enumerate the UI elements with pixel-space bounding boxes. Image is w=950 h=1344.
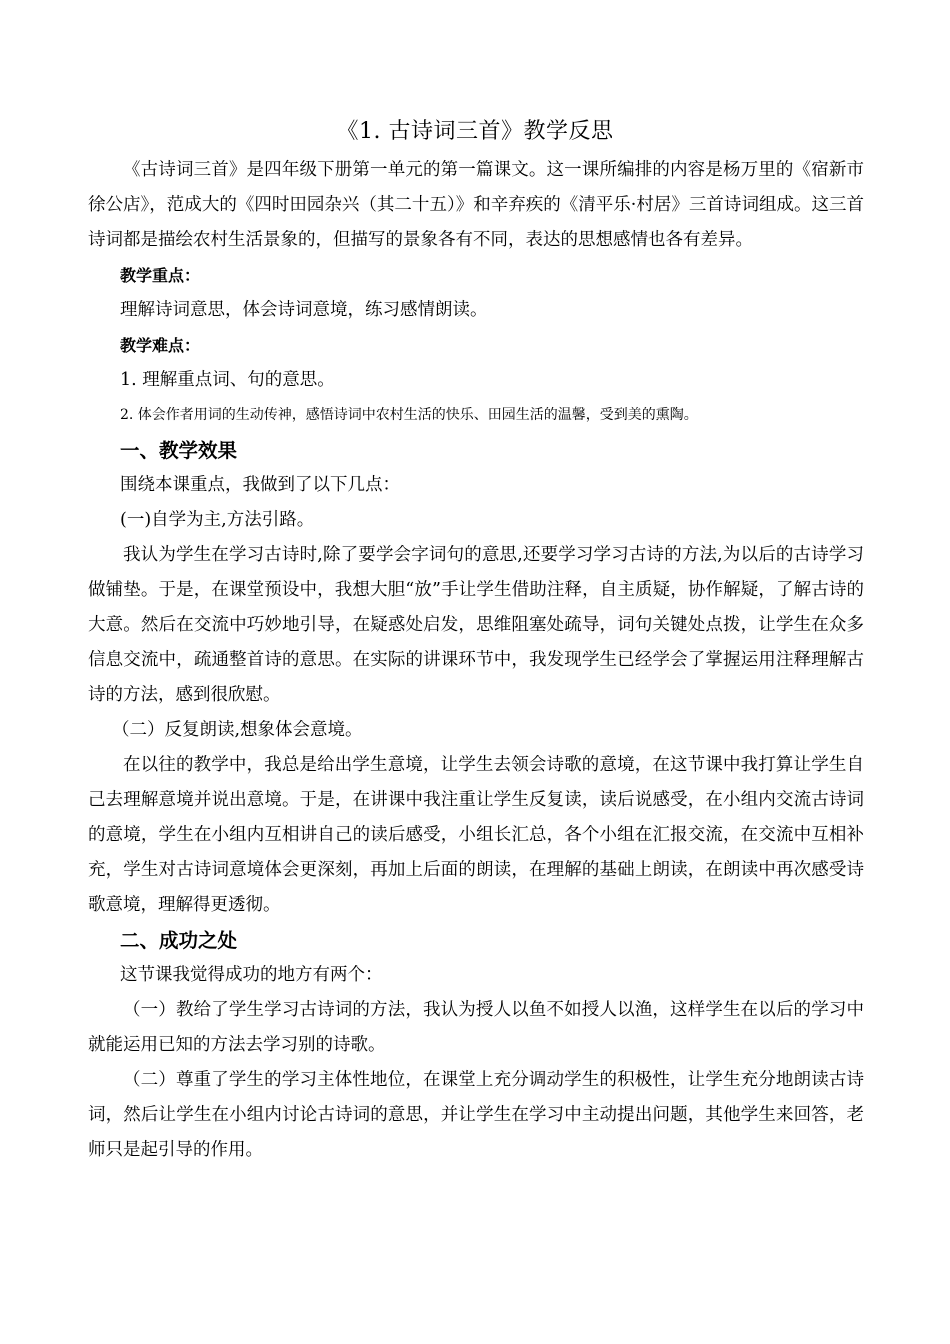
difficulties-label: 教学难点： xyxy=(120,336,201,355)
success-item-2: （二）尊重了学生的学习主体性地位，在课堂上充分调动学生的积极性，让学生充分地朗读古诗词，然后让学生在小组内讨论古诗词的意思，并让学生在学习中主动提出问题，其他学生来回答，老师只是起引导的作用。 xyxy=(88,1070,864,1160)
section-heading-successes: 二、成功之处 xyxy=(120,929,238,952)
subsection-title-reading: （二）反复朗读,想象体会意境。 xyxy=(112,720,363,740)
difficulty-item-1: 1. 理解重点词、句的意思。 xyxy=(120,370,335,390)
section-lead-successes: 这节课我觉得成功的地方有两个： xyxy=(120,965,383,985)
intro-paragraph: 《古诗词三首》是四年级下册第一单元的第一篇课文。这一课所编排的内容是杨万里的《宿新市徐公店》，范成大的《四时田园杂兴（其二十五）》和辛弃疾的《清平乐·村居》三首诗词组成。这三首诗词都是描绘农村生活景象的，但描写的景象各有不同，表达的思想感情也各有差异。 xyxy=(88,160,864,250)
section-heading-effects: 一、教学效果 xyxy=(120,439,238,462)
difficulty-item-2: 2. 体会作者用词的生动传神，感悟诗词中农村生活的快乐、田园生活的温馨，受到美的熏陶。 xyxy=(120,407,698,423)
success-item-1: （一）教给了学生学习古诗词的方法，我认为授人以鱼不如授人以渔，这样学生在以后的学习中就能运用已知的方法去学习别的诗歌。 xyxy=(88,1000,864,1055)
subsection-title-self-study: (一)自学为主,方法引路。 xyxy=(120,510,315,530)
key-points-label: 教学重点： xyxy=(120,266,201,285)
page-title: 《1. 古诗词三首》教学反思 xyxy=(336,119,614,144)
subsection-text-self-study: 我认为学生在学习古诗时,除了要学会字词句的意思,还要学习学习古诗的方法,为以后的古诗学习做铺垫。于是，在课堂预设中，我想大胆“放”手让学生借助注释，自主质疑，协作解疑，了解古诗的大意。然后在交流中巧妙地引导，在疑惑处启发，思维阻塞处疏导，词句关键处点拨，让学生在众多信息交流中，疏通整首诗的意思。在实际的讲课环节中，我发现学生已经学会了掌握运用注释理解古诗的方法，感到很欣慰。 xyxy=(88,545,864,705)
subsection-text-reading: 在以往的教学中，我总是给出学生意境，让学生去领会诗歌的意境，在这节课中我打算让学生自己去理解意境并说出意境。于是，在讲课中我注重让学生反复读，读后说感受，在小组内交流古诗词的意境，学生在小组内互相讲自己的读后感受，小组长汇总，各个小组在汇报交流，在交流中互相补充，学生对古诗词意境体会更深刻，再加上后面的朗读，在理解的基础上朗读，在朗读中再次感受诗歌意境，理解得更透彻。 xyxy=(88,755,864,915)
section-lead-effects: 围绕本课重点，我做到了以下几点： xyxy=(120,475,400,495)
document-body xyxy=(88,153,864,1168)
key-points-text: 理解诗词意思，体会诗词意境，练习感情朗读。 xyxy=(120,300,488,320)
